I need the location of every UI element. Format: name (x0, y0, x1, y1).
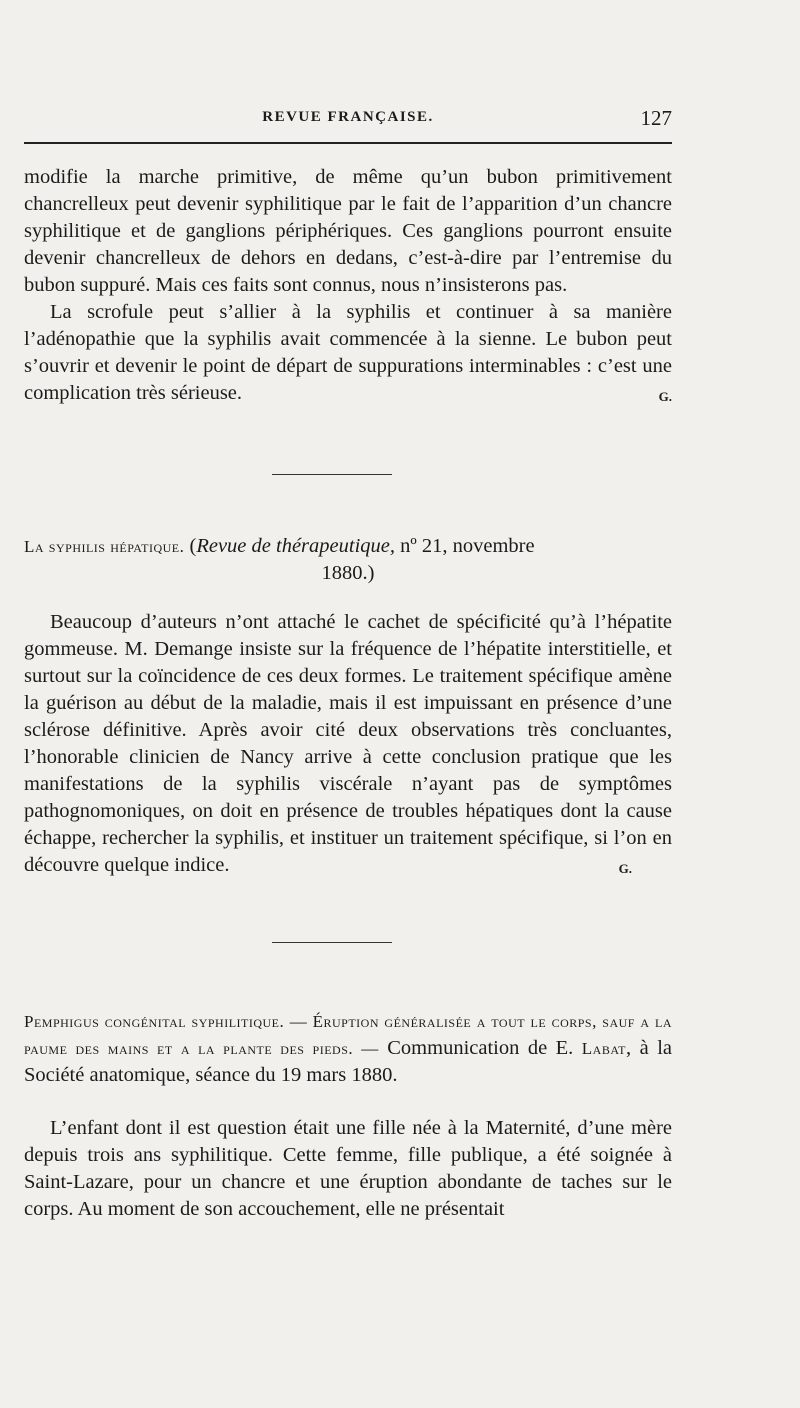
author-initials: G. (618, 861, 632, 876)
article-title-text: Pemphigus congénital syphilitique. — Éruption généralisée a tout le corps, sauf a la paume des mains et a la plante des pieds. — (24, 1012, 672, 1058)
running-title: REVUE FRANÇAISE. (262, 109, 434, 125)
author-initials: G. (658, 389, 672, 404)
paragraph-continuation: modifie la marche primitive, de même qu’un bubon primitivement chancrelleux peut devenir syphilitique par le fait de l’apparition d’un chancre syphilitique et de ganglions périphériques. Ces ganglions pourront ensuite devenir chancrelleux de dehors en dedans, c’est-à-dire par l’entremise du bubon suppuré. Mais ces faits sont connus, nous n’insisterons pas. (24, 166, 672, 296)
article-title (24, 1008, 672, 1089)
source-open: ( (189, 535, 197, 557)
article-pemphigus (24, 1008, 672, 1223)
article-title (24, 533, 672, 587)
source-issue: nº 21, novembre (394, 535, 535, 557)
paragraph-scrofule (24, 299, 672, 407)
article-title-text: La syphilis hépatique. (24, 537, 185, 556)
section-separator (272, 474, 392, 475)
page-header (24, 105, 672, 135)
paragraph-scrofule-text: La scrofule peut s’allier à la syphilis et continuer à sa manière l’adénopathie que la syphilis avait commencée à la sienne. Le bubon peut s’ouvrir et devenir le point de départ de suppurations interminables : c’est une complication très sérieuse. (24, 301, 672, 404)
source-year: 1880.) (321, 562, 375, 584)
page-number: 127 (640, 106, 672, 130)
author-name: Labat (581, 1039, 627, 1058)
paragraph-pemphigus: L’enfant dont il est question était une fille née à la Maternité, d’une mère depuis trois ans syphilitique. Cette femme, fille publique, a été soignée à Saint-Lazare, pour un chancre et une éruption abondante de taches sur le corps. Au moment de son accouchement, elle ne présentait (24, 1117, 672, 1220)
paragraph-hepatique (24, 609, 672, 879)
communication-details: , à la Société anatomique, séance du 19 mars 1880. (24, 1037, 672, 1086)
paragraph-hepatique-text: Beaucoup d’auteurs n’ont attaché le cachet de spécificité qu’à l’hépatite gommeuse. M. Demange insiste sur la fréquence de l’hépatite interstitielle, et surtout sur la coïncidence de ces deux formes. Le traitement spécifique amène la guérison au début de la maladie, mais il est impuissant en présence d’une sclérose définitive. Après avoir cité deux observations très concluantes, l’honorable clinicien de Nancy arrive à cette conclusion pratique que les manifestations de la syphilis viscérale n’ayant pas de symptômes pathognomoniques, on doit en présence de troubles hépatiques dont la cause échappe, rechercher la syphilis, et instituer un traitement spécifique, si l’on en découvre quelque indice. (24, 611, 672, 876)
communication-text: Communication de E. (387, 1037, 582, 1059)
continuation-section (24, 164, 672, 410)
article-syphilis-hepatique (24, 533, 672, 882)
section-separator (272, 942, 392, 943)
source-journal: Revue de thérapeutique, (196, 535, 395, 557)
header-rule (24, 142, 672, 144)
